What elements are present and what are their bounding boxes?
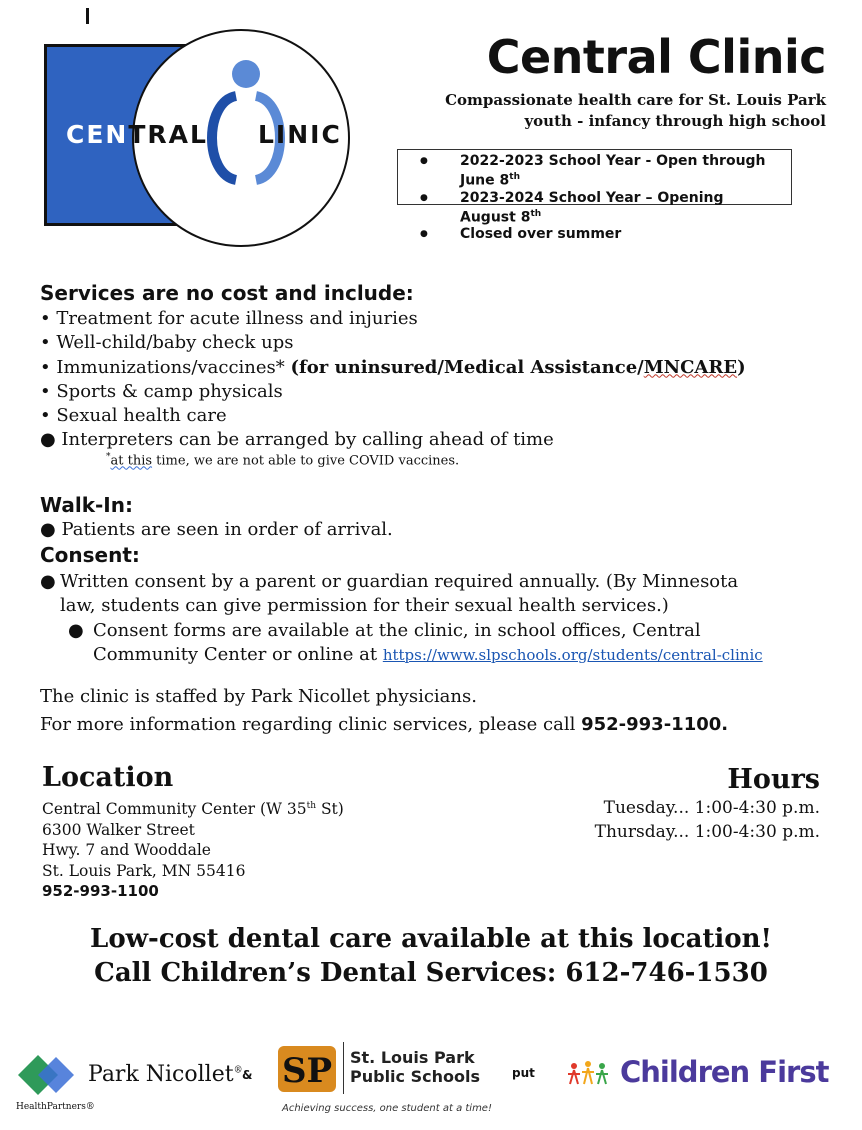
list-item: • Sexual health care	[40, 405, 227, 427]
children-first-figures-icon	[566, 1058, 614, 1088]
text-cursor-mark	[86, 8, 89, 24]
schedule-item: ● Closed over summer	[420, 226, 780, 242]
walkin-heading: Walk-In:	[40, 493, 133, 517]
slp-tagline: Achieving success, one student at a time!	[282, 1103, 492, 1114]
children-first-logo-text: Children First	[620, 1055, 829, 1089]
svg-text:SP: SP	[281, 1051, 333, 1091]
clinic-phone: 952-993-1100.	[581, 714, 729, 735]
schedule-item: ● 2022-2023 School Year - Open through June 8th	[420, 153, 780, 189]
ampersand: &	[242, 1068, 253, 1082]
schedule-list	[420, 153, 780, 243]
consent-forms-link[interactable]: https://www.slpschools.org/students/central-clinic	[382, 646, 763, 664]
consent-item: ● Written consent by a parent or guardian required annually. (By Minnesota law, students can give permission for their sexual health services.)	[40, 571, 739, 616]
services-heading: Services are no cost and include:	[40, 281, 414, 305]
hours-heading: Hours	[727, 764, 820, 795]
dental-callout: Low-cost dental care available at this location! Call Children’s Dental Services: 612-746-1530	[90, 924, 772, 988]
slp-divider	[343, 1042, 344, 1094]
consent-heading: Consent:	[40, 543, 140, 567]
more-info-text: For more information regarding clinic services, please call 952-993-1100.	[40, 714, 729, 735]
clinic-logo-word-right: LINIC	[258, 120, 342, 149]
slp-logo-text: St. Louis Park Public Schools	[350, 1048, 480, 1086]
page-title: Central Clinic	[486, 30, 826, 84]
park-nicollet-diamond-icon	[18, 1055, 78, 1095]
hours-list	[595, 796, 820, 844]
page-subtitle: Compassionate health care for St. Louis Park youth - infancy through high school	[445, 91, 826, 130]
staffed-text: The clinic is staffed by Park Nicollet physicians.	[40, 686, 477, 707]
walkin-item: ● Patients are seen in order of arrival.	[40, 519, 393, 540]
location-heading: Location	[42, 762, 174, 793]
put-text: put	[512, 1066, 535, 1080]
location-address: Central Community Center (W 35th St) 6300 Walker Street Hwy. 7 and Wooddale St. Louis Park, MN 55416 952-993-1100	[42, 800, 344, 901]
list-item: ● Interpreters can be arranged by calling ahead of time	[40, 429, 554, 451]
healthpartners-text: HealthPartners®	[16, 1102, 95, 1112]
hours-row: Tuesday... 1:00-4:30 p.m.	[603, 798, 820, 818]
list-item: • Treatment for acute illness and injuries	[40, 308, 418, 329]
slp-monogram-icon	[276, 1040, 338, 1098]
clinic-logo-word-left: CENTRAL	[66, 120, 208, 149]
covid-note: *at this time, we are not able to give COVID vaccines.	[106, 452, 460, 469]
schedule-item: ● 2023-2024 School Year – Opening August 8th	[420, 190, 780, 226]
clinic-logo-dot	[232, 60, 260, 88]
park-nicollet-logo-text: Park Nicollet®	[88, 1062, 243, 1087]
list-item: • Well-child/baby check ups	[40, 332, 294, 354]
consent-subitem: ● Consent forms are available at the clinic, in school offices, Central Community Center or online at https://www.slpschools.org/students/central-clinic	[68, 620, 763, 665]
location-phone: 952-993-1100	[42, 882, 159, 901]
list-item: • Sports & camp physicals	[40, 380, 283, 402]
services-list	[40, 307, 840, 453]
list-item: • Immunizations/vaccines* (for uninsured/Medical Assistance/MNCARE)	[40, 356, 746, 378]
hours-row: Thursday... 1:00-4:30 p.m.	[594, 822, 820, 842]
